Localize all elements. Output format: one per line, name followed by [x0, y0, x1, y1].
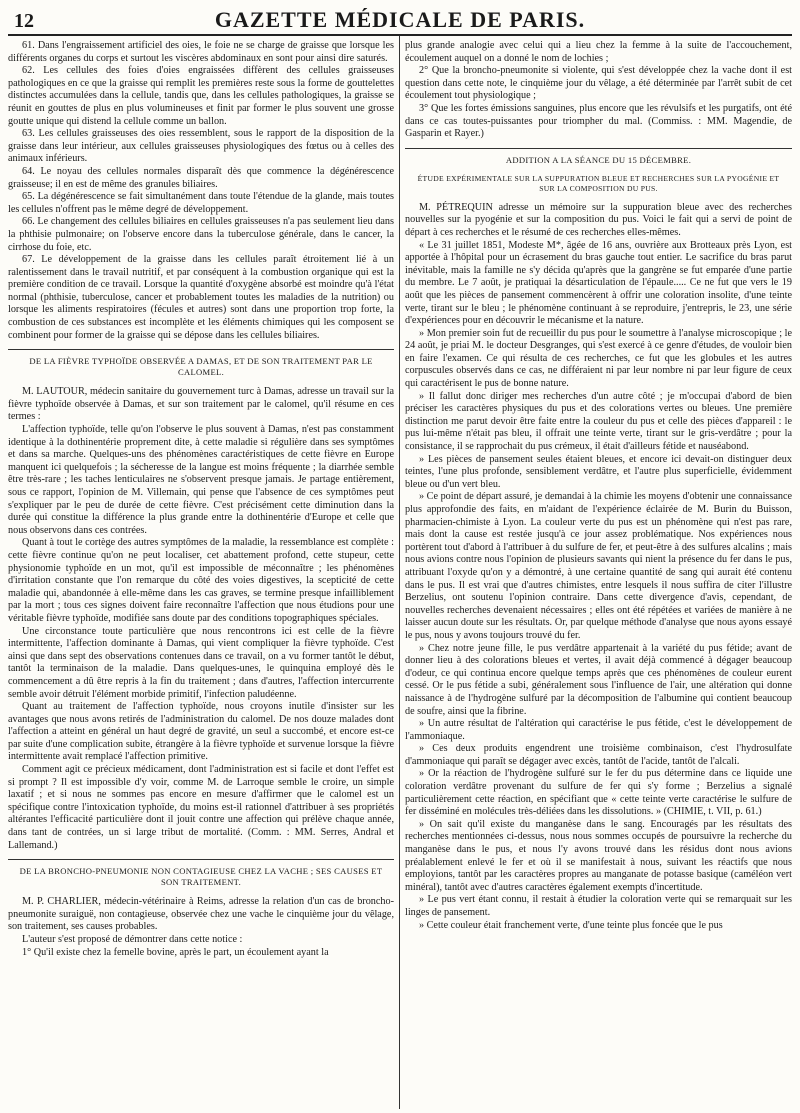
suppuration-paragraph: M. PÉTREQUIN adresse un mémoire sur la suppuration bleue avec des recherches nouvelles sur la pyogénie et sur la composition du pus. Voici le fait qui a servi de point de départ à ces recherches et le résumé de ces recherches elles-mêmes.: [405, 201, 792, 238]
suppuration-paragraph: » Mon premier soin fut de recueillir du pus pour le soumettre à l'analyse microscopique ; le 24 août, je priai M. le docteur Desgranges, qui s'est exercé à ce genre d'études, de vouloir bien en faire l'examen. Ce qui résulta de ces recherches, ce fut que les globules et les autres corpuscules observés dans ce cas, ne différaient ni par leur nombre ni par leur figure de ceux qui caractérisent le pus de bonne nature.: [405, 327, 792, 390]
section-rule: [405, 148, 792, 149]
typhoid-paragraph: L'affection typhoïde, telle qu'on l'observe le plus souvent à Damas, n'est pas constamment identique à la dothinentérie proprement dite, à cette maladie si régulière dans ses symptômes et dans sa marche. Quelques-uns des phénomènes caractéristiques de cette fièvre en Europe manquent ici quelquefois ; la sécheresse de la langue est moins fréquente ; la diarrhée semble être très-rare ; les taches lenticulaires ne s'observent presque jamais. Je partage entièrement, sous ce rapport, l'opinion de M. Villemain, qui pense que l'absence de ces symptômes peut s'expliquer par le peu de durée de cette fièvre. C'est précisément cette diminution dans la durée qui constitue la différence la plus grande entre la dothinentérie d'Europe et celle que nous observons dans ces contrées.: [8, 424, 394, 536]
section-rule: [8, 859, 394, 860]
page-header: [8, 4, 792, 34]
suppuration-paragraph: » Il fallut donc diriger mes recherches d'un autre côté ; je m'occupai d'abord de bien préciser les caractères physiques du pus et des colorations vertes ou bleues. Une première distinction me parut devoir être faite entre la couleur du pus et celle des pièces d'appareil : le pus lui-même n'était pas bleu, il offrait une teinte verte, tirant sur le gris-verdâtre ; pour la consistance, il se rapprochait du pus crémeux, il était d'ailleurs fétide et nauséabond.: [405, 390, 792, 453]
paragraph-63: 63. Les cellules graisseuses des oies ressemblent, sous le rapport de la disposition de la graisse dans leur intérieur, aux cellules graisseuses physiologiques des fœtus ou à celles des animaux inférieurs.: [8, 128, 394, 165]
paragraph-67: 67. Le développement de la graisse dans les cellules paraît étroitement lié à un ralentissement dans le travail nutritif, et par conséquent à la combustion organique qui est la première condition de ce travail. Lorsque la quantité d'oxygène absorbé est moindre qu'à l'état normal (phthisie, tuberculose, cancer et probablement toutes les maladies de la nutrition) ou lorsque les aliments respiratoires (fécules et autres) sont dans une proportion trop forte, la combustion de ces substances est incomplète et les éléments chimiques qui les composent se combinent pour former de la graisse qui se dépose dans les cellules biliaires.: [8, 254, 394, 341]
page-number: 12: [14, 10, 34, 32]
typhoid-paragraph: Une circonstance toute particulière que nous rencontrons ici est celle de la fièvre intermittente, l'affection dominante à Damas, qui vient compliquer la fièvre typhoïde. C'est ainsi que dans sept des observations contenues dans ce travail, on a vu former tantôt le début, tantôt la terminaison de la maladie. Dans quelques-unes, le quinquina employé dès le commencement a dû être repris à la fin du traitement ; dans d'autres, l'affection intercurrente semble avoir détruit l'élément morbide primitif, l'infection paludéenne.: [8, 625, 394, 700]
typhoid-paragraph: M. LAUTOUR, médecin sanitaire du gouvernement turc à Damas, adresse un travail sur la fièvre typhoïde observée à Damas, et sur son traitement par le calomel, qu'il résume en ces termes :: [8, 386, 394, 423]
suppuration-paragraph: » Les pièces de pansement seules étaient bleues, et encore ici devait-on distinguer deux teintes, l'une plus profonde, sensiblement verdâtre, et l'autre plus superficielle, évidemment bleue ou d'un vert bleu.: [405, 453, 792, 490]
column-divider: [399, 36, 400, 1109]
section-title-broncho: DE LA BRONCHO-PNEUMONIE NON CONTAGIEUSE CHEZ LA VACHE ; SES CAUSES ET SON TRAITEMENT.: [19, 866, 383, 888]
suppuration-paragraph: » Chez notre jeune fille, le pus verdâtre appartenait à la variété du pus fétide; avant de donner lieu à des colorations bleues et vertes, il avait déjà commencé à dégager beaucoup d'odeur, ce qui continua encore quelque temps après que ces phénomènes de couleur eurent cessé. Or le pus fétide a subi, généralement sous l'influence de l'air, une altération qui donne naissance à de l'hydrogène sulfuré par la décomposition de l'albumine qui contient beaucoup de soufre, ainsi que la fibrine.: [405, 642, 792, 717]
right-column: [405, 40, 792, 1107]
broncho-point-3: 3° Que les fortes émissions sanguines, plus encore que les révulsifs et les purgatifs, ont été dans ce cas toutes-puissantes pour triompher du mal. (Commiss. : MM. Magendie, de Gasparin et Rayer.): [405, 102, 792, 140]
broncho-paragraph: 1° Qu'il existe chez la femelle bovine, après le part, un écoulement ayant la: [22, 946, 329, 958]
journal-title: GAZETTE MÉDICALE DE PARIS.: [214, 7, 586, 32]
paragraph-65: 65. La dégénérescence se fait simultanément dans toute l'étendue de la glande, mais toutes les cellules n'offrent pas le même degré de développement.: [8, 191, 394, 215]
typhoid-paragraph: Comment agit ce précieux médicament, dont l'administration est si facile et dont l'effet est si prompt ? Il est impossible d'y voir, comme M. de Larroque semble le croire, un simple laxatif ; et si nous ne sommes pas encore en mesure d'affirmer que le calomel est un spécifique contre l'intoxication typhoïde, du moins est-il rationnel d'attribuer à ses propriétés altérantes l'efficacité particulière dont il jouit contre une affection qui prélève chaque année, dans tant de contrées, un si large tribut de mortalité. (Comm. : MM. Serres, Andral et Lallemand.): [8, 764, 394, 851]
typhoid-paragraph: Quant à tout le cortège des autres symptômes de la maladie, la ressemblance est complète : cette fièvre continue qu'on ne peut localiser, cet abattement profond, cette stupeur, cette physionomie typhoïde en un mot, qu'il est impossible de méconnaître ; les phénomènes d'irritation constante que l'on remarque du côté des voies digestives, la scepticité de cette maladie qui, abandonnée à elle-même dans les cas graves, se termine presque infailliblement par la mort ; tous ces signes doivent faire reconnaître l'affection que nous étudions pour une véritable fièvre typhoïde, modifiée sans doute par des conditions topographiques spéciales.: [8, 537, 394, 624]
paragraph-66: 66. Le changement des cellules biliaires en cellules graisseuses n'a pas seulement lieu dans la phthisie pulmonaire; on l'observe encore dans la tuberculose générale, dans le cancer, la cirrhose du foie, etc.: [8, 216, 394, 253]
paragraph-61: 61. Dans l'engraissement artificiel des oies, le foie ne se charge de graisse que lorsque les différents organes du corps et surtout les viscères abdominaux en sont pour ainsi dire saturés.: [8, 40, 394, 64]
broncho-point-2: 2° Que la broncho-pneumonite si violente, qui s'est développée chez la vache dont il est question dans cette note, le cinquième jour du vêlage, a été déterminée par l'arrêt subit de cet écoulement tout physiologique ;: [405, 65, 792, 102]
section-rule: [8, 349, 394, 350]
suppuration-paragraph: » Ces deux produits engendrent une troisième combinaison, c'est l'hydrosulfate d'ammoniaque qui paraît se dégager avec excès, tantôt de l'acide, tantôt de l'alcali.: [405, 743, 792, 767]
broncho-paragraph: L'auteur s'est proposé de démontrer dans cette notice :: [22, 934, 243, 945]
header-rule: [8, 34, 792, 36]
broncho-paragraph: M. P. CHARLIER, médecin-vétérinaire à Reims, adresse la relation d'un cas de broncho-pneumonite suraiguë, non contagieuse, observée chez une vache le cinquième jour du vêlage, son traitement, ses causes probables.: [8, 896, 394, 933]
section-title-typhoid: DE LA FIÈVRE TYPHOÏDE OBSERVÉE A DAMAS, ET DE SON TRAITEMENT PAR LE CALOMEL.: [29, 356, 373, 378]
section-title-suppuration: ÉTUDE EXPÉRIMENTALE SUR LA SUPPURATION BLEUE ET RECHERCHES SUR LA PYOGÉNIE ET SUR LA COMPOSITION DU PUS.: [417, 173, 780, 193]
left-column: [8, 40, 394, 1107]
typhoid-paragraph: Quant au traitement de l'affection typhoïde, nous croyons inutile d'insister sur les avantages que nous avons retirés de l'administration du calomel. De nos douze malades dont l'affection a atteint en général un haut degré de gravité, un seul a succombé, et encore est-ce par suite d'une complication subite, étrangère à la fièvre typhoïde et survenue lorsque la fièvre intermittente avait remplacé l'affection primitive.: [8, 701, 394, 763]
suppuration-paragraph: » Cette couleur était franchement verte, d'une teinte plus foncée que le pus: [419, 919, 723, 931]
suppuration-paragraph: » Or la réaction de l'hydrogène sulfuré sur le fer du pus détermine dans ce liquide une coloration verdâtre provenant du sulfure de fer qui s'y forme ; Berzelius a signalé particulièrement cette réaction, en spécifiant que « cette teinte verte caractérise le sulfure de fer disséminé en molécules très-déliées dans les dissolutions. » (CHIMIE, t. VII, p. 61.): [405, 768, 792, 818]
suppuration-paragraph: » Le pus vert étant connu, il restait à étudier la coloration verte qui se remarquait sur les linges de pansement.: [405, 894, 792, 918]
suppuration-paragraph: « Le 31 juillet 1851, Modeste M*, âgée de 16 ans, ouvrière aux Brotteaux près Lyon, est apportée à l'hôpital pour un écrasement du bras gauche tout entier. Le sacrifice du bras parut inévitable, mais la famille ne s'y décida qu'après que la gangrène se fut emparée d'une partie du membre. Le 7 août, je pratiquai la désarticulation de l'épaule..... Ce ne fut que vers le 19 août que les pièces de pansement commencèrent à offrir une coloration insolite, d'une teinte verte, tirant sur le bleu ; le phénomène continuant à se reproduire, j'entrepris, le 23, une série d'expériences pour en découvrir le mécanisme et la nature.: [405, 239, 792, 327]
addition-title: ADDITION A LA SÉANCE DU 15 DÉCEMBRE.: [505, 154, 692, 165]
broncho-continuation: plus grande analogie avec celui qui a lieu chez la femme à la suite de l'accouchement, écoulement auquel on a donné le nom de lochies ;: [405, 40, 792, 64]
suppuration-paragraph: » On sait qu'il existe du manganèse dans le sang. Encouragés par les résultats des recherches mentionnées ci-dessus, nous nous sommes occupés de poursuivre la recherche du manganèse dans le pus, et nous l'y avons trouvé dans les résidus dont nous avions préalablement enlevé le fer et où il se manifestait à nous, suivant les réactifs que nous employions, tantôt par les caractères propres au manganate de potasse basique (caméléon vert minéral), tantôt avec d'autres caractères également exempts d'incertitude.: [405, 818, 792, 893]
suppuration-paragraph: » Un autre résultat de l'altération qui caractérise le pus fétide, c'est le développement de l'ammoniaque.: [405, 718, 792, 742]
suppuration-paragraph: » Ce point de départ assuré, je demandai à la chimie les moyens d'obtenir une connaissance plus approfondie des faits, en m'aidant de l'expérience éclairée de M. Burin du Buisson, pharmacien-chimiste à Lyon. La couleur verte du pus est un phénomène qui n'est pas rare, mais dont la cause est restée jusqu'à ce jour assez problématique. Nos expériences nous portèrent tout d'abord à l'attribuer à du sulfure de fer, et peut-être à des sulfures alcalins ; mais nous avions contre nous l'opinion de plusieurs savants qui nient la présence du fer dans le pus, attribuant l'oxyde qu'on y a démontré, à une certaine quantité de sang qui aurait été contenu dans le pus. Il est vrai que d'autres chimistes, entre lesquels il nous suffira de citer l'illustre Berzelius, ont soutenu l'opinion contraire. Dans cette divergence d'avis, cependant, de nouvelles recherches devenaient nécessaires ; elles ont été répétées et variées de manière à ne laisser aucun doute sur les résultats. Or, par quelque méthode d'analyse que nous ayons essayé le pus, nous y avons toujours trouvé du fer.: [405, 491, 792, 641]
paragraph-62: 62. Les cellules des foies d'oies engraissées diffèrent des cellules graisseuses pathologiques en ce que la graisse qui remplit les premières reste sous la forme de gouttelettes distinctes accumulées dans la cellule, tandis que, dans les cellules pathologiques, la graisse se réunit en gouttes de plus en plus volumineuses et finit par former le plus souvent une grosse goutte unique qui distend la cellule comme un ballon.: [8, 65, 394, 127]
paragraph-64: 64. Le noyau des cellules normales disparaît dès que commence la dégénérescence graisseuse; il en est de même des granules biliaires.: [8, 165, 394, 190]
